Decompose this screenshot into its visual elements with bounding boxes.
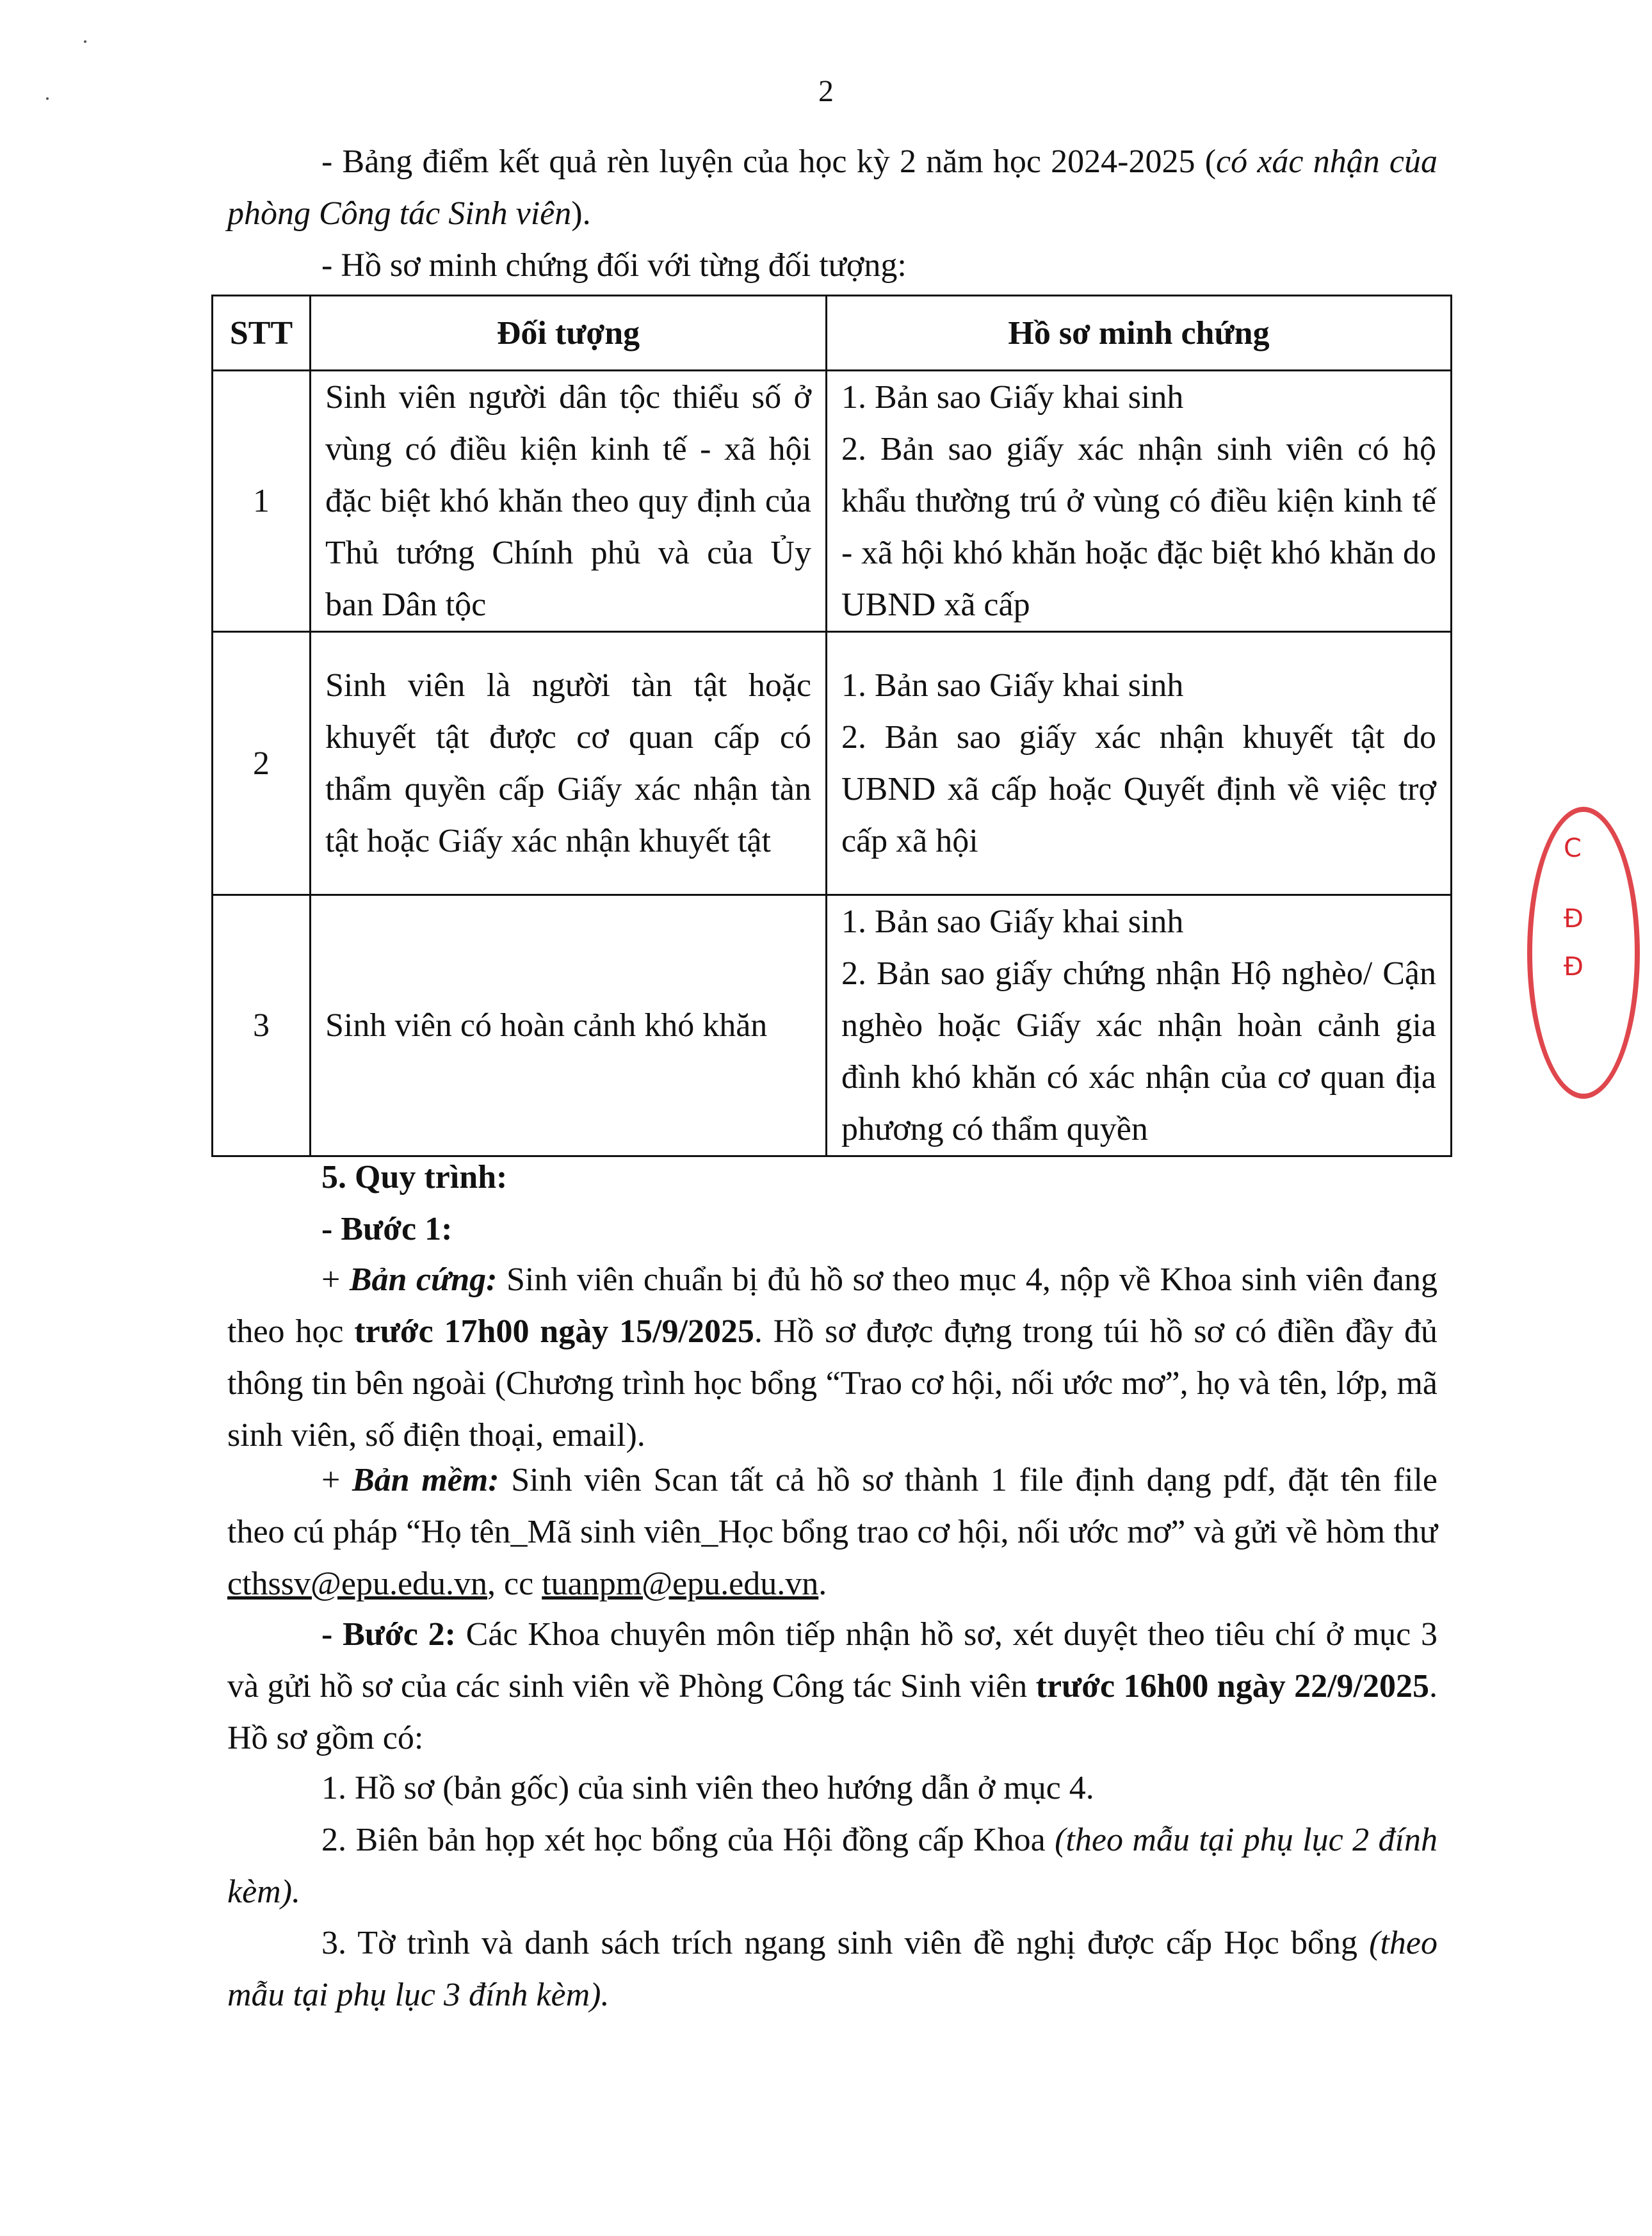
evidence-line: 1. Bản sao Giấy khai sinh xyxy=(841,667,1184,704)
process-heading: 5. Quy trình: xyxy=(321,1159,508,1195)
transcript-item: - Bảng điểm kết quả rèn luyện của học kỳ 2 năm học 2024-2025 (có xác nhận của phòng Công tác Sinh viên). xyxy=(227,143,1437,232)
evidence-line: 2. Bản sao giấy chứng nhận Hộ nghèo/ Cận nghèo hoặc Giấy xác nhận hoàn cảnh gia đình khó khăn có xác nhận của cơ quan địa phương có thẩm quyền xyxy=(841,955,1436,1147)
evidence-line: 2. Bản sao giấy xác nhận sinh viên có hộ khẩu thường trú ở vùng có điều kiện kinh tế - xã hội khó khăn hoặc đặc biệt khó khăn do UBND xã cấp xyxy=(841,431,1436,623)
row-stt: 2 xyxy=(213,632,311,895)
evidence-heading: - Hồ sơ minh chứng đối với từng đối tượng: xyxy=(321,247,907,284)
row-stt: 1 xyxy=(213,371,311,632)
email-link-tuanpm[interactable]: tuanpm@epu.edu.vn xyxy=(542,1566,819,1602)
row-target: Sinh viên là người tàn tật hoặc khuyết tật được cơ quan cấp có thẩm quyền cấp Giấy xác nhận tàn tật hoặc Giấy xác nhận khuyết tật xyxy=(311,632,827,895)
row-evidence xyxy=(827,371,1452,632)
table-row xyxy=(213,371,1452,632)
header-target: Đối tượng xyxy=(311,296,827,371)
stamp-glyph: Đ xyxy=(1564,904,1583,934)
step2-deadline: trước 16h00 ngày 22/9/2025 xyxy=(1035,1668,1429,1705)
step2-paragraph: - Bước 2: Các Khoa chuyên môn tiếp nhận hồ sơ, xét duyệt theo tiêu chí ở mục 3 và gửi hồ sơ của các sinh viên về Phòng Công tác Sinh viên trước 16h00 ngày 22/9/2025. Hồ sơ gồm có: xyxy=(227,1616,1438,1756)
page-number: 2 xyxy=(818,74,834,108)
hard-copy-label: Bản cứng: xyxy=(349,1261,498,1298)
soft-copy-paragraph: + Bản mềm: Sinh viên Scan tất cả hồ sơ thành 1 file định dạng pdf, đặt tên file theo cú pháp “Họ tên_Mã sinh viên_Học bổng trao cơ hội, nối ước mơ” và gửi về hòm thư cthssv@epu.edu.vn, cc tuanpm@epu.edu.vn. xyxy=(227,1462,1437,1602)
stamp-glyph: Đ xyxy=(1564,952,1583,982)
stamp-glyph: C xyxy=(1564,834,1582,863)
row-evidence xyxy=(827,895,1452,1156)
row-target: Sinh viên có hoàn cảnh khó khăn xyxy=(311,895,827,1156)
red-stamp xyxy=(1527,807,1640,1099)
table-row xyxy=(213,632,1452,895)
list-item: 2. Biên bản họp xét học bổng của Hội đồng cấp Khoa (theo mẫu tại phụ lục 2 đính kèm). xyxy=(227,1822,1437,1910)
list-item: 1. Hồ sơ (bản gốc) của sinh viên theo hướng dẫn ở mục 4. xyxy=(321,1770,1094,1806)
hard-copy-deadline: trước 17h00 ngày 15/9/2025 xyxy=(354,1313,754,1350)
table-row xyxy=(213,895,1452,1156)
list-item: 3. Tờ trình và danh sách trích ngang sinh viên đề nghị được cấp Học bổng (theo mẫu tại phụ lục 3 đính kèm). xyxy=(227,1925,1437,2013)
scan-speck xyxy=(84,40,86,43)
header-evidence: Hồ sơ minh chứng xyxy=(827,296,1452,371)
step1-label: - Bước 1: xyxy=(321,1211,453,1247)
row-evidence xyxy=(827,632,1452,895)
evidence-table xyxy=(211,295,1452,1157)
email-link-cthssv[interactable]: cthssv@epu.edu.vn xyxy=(227,1566,488,1602)
table-header-row xyxy=(213,296,1452,371)
evidence-line: 1. Bản sao Giấy khai sinh xyxy=(841,903,1184,940)
hard-copy-paragraph: + Bản cứng: Sinh viên chuẩn bị đủ hồ sơ theo mục 4, nộp về Khoa sinh viên đang theo học trước 17h00 ngày 15/9/2025. Hồ sơ được đựng trong túi hồ sơ có điền đầy đủ thông tin bên ngoài (Chương trình học bổng “Trao cơ hội, nối ước mơ”, họ và tên, lớp, mã sinh viên, số điện thoại, email). xyxy=(227,1261,1438,1454)
header-stt: STT xyxy=(213,296,311,371)
row-stt: 3 xyxy=(213,895,311,1156)
row-target: Sinh viên người dân tộc thiểu số ở vùng có điều kiện kinh tế - xã hội đặc biệt khó khăn theo quy định của Thủ tướng Chính phủ và của Ủy ban Dân tộc xyxy=(311,371,827,632)
evidence-line: 1. Bản sao Giấy khai sinh xyxy=(841,379,1184,416)
step2-label: - Bước 2: xyxy=(321,1616,456,1653)
evidence-line: 2. Bản sao giấy xác nhận khuyết tật do UBND xã cấp hoặc Quyết định về việc trợ cấp xã hội xyxy=(841,719,1436,859)
soft-copy-label: Bản mềm: xyxy=(352,1462,499,1498)
